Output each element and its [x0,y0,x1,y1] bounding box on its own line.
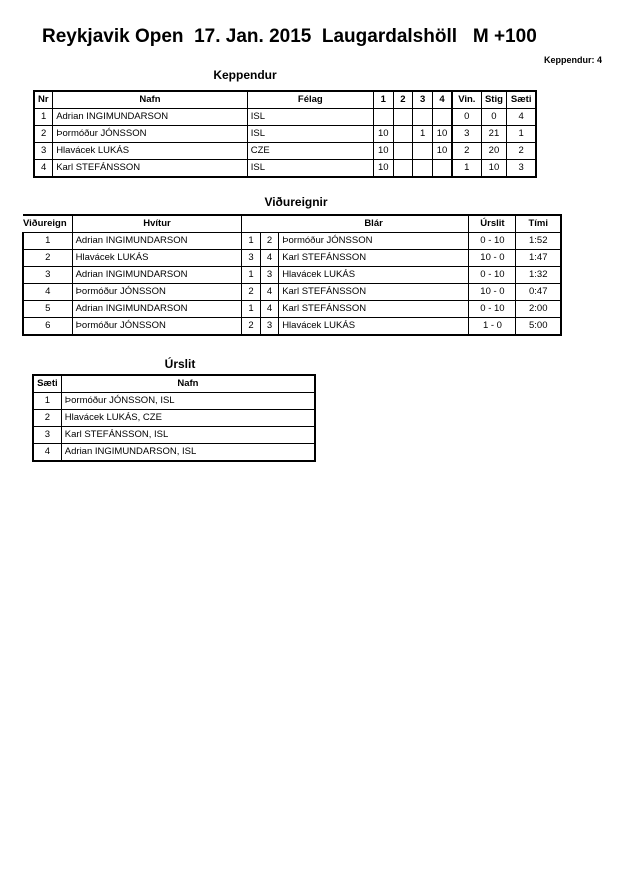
cell-nafn: Hlavácek LUKÁS [53,143,248,160]
matches-header-row [23,215,561,233]
cell-saeti: 4 [33,444,61,462]
table-row [33,393,315,410]
cell-saeti: 1 [507,126,536,143]
cell-nafn: Karl STEFÁNSSON [53,160,248,178]
section-heading-keppendur: Keppendur [213,68,277,82]
cell-white-nr: 3 [242,250,260,267]
cell-nafn: Karl STEFÁNSSON, ISL [61,427,315,444]
cell-saeti: 4 [507,109,536,126]
table-row [23,301,561,318]
table-row [33,427,315,444]
cell-match-number: 1 [23,233,72,250]
cell-nafn: Þormóður JÓNSSON [53,126,248,143]
cell-white: Adrian INGIMUNDARSON [72,233,242,250]
col-4: 4 [432,91,452,109]
cell-blue: Hlavácek LUKÁS [279,318,469,336]
col-hvitur: Hvítur [72,215,242,233]
cell-stig: 21 [481,126,507,143]
col-numbers [242,215,279,233]
col-saeti: Sæti [507,91,536,109]
cell-score [393,143,413,160]
cell-score: 10 [373,126,393,143]
cell-match-number: 6 [23,318,72,336]
cell-white: Þormóður JÓNSSON [72,318,242,336]
cell-blue-nr: 4 [260,284,278,301]
cell-nafn: Adrian INGIMUNDARSON [53,109,248,126]
cell-nafn: Hlavácek LUKÁS, CZE [61,410,315,427]
cell-saeti: 1 [33,393,61,410]
cell-saeti: 2 [507,143,536,160]
cell-score [393,126,413,143]
table-row [34,126,536,143]
cell-time: 1:47 [516,250,561,267]
cell-white: Adrian INGIMUNDARSON [72,301,242,318]
cell-white-nr: 1 [242,267,260,284]
table-row [33,410,315,427]
table-row [34,143,536,160]
cell-blue-nr: 3 [260,267,278,284]
cell-score [393,109,413,126]
cell-blue-nr: 4 [260,301,278,318]
cell-vin: 1 [452,160,481,178]
cell-saeti: 2 [33,410,61,427]
col-urslit: Úrslit [469,215,516,233]
col-1: 1 [373,91,393,109]
section-heading-urslit: Úrslit [164,357,196,371]
cell-score [373,109,393,126]
col-nr: Nr [34,91,53,109]
cell-blue-nr: 2 [260,233,278,250]
cell-white: Þormóður JÓNSSON [72,284,242,301]
cell-time: 2:00 [516,301,561,318]
cell-saeti: 3 [33,427,61,444]
cell-match-number: 2 [23,250,72,267]
table-row [33,444,315,462]
cell-nafn: Þormóður JÓNSSON, ISL [61,393,315,410]
cell-felag: ISL [247,109,373,126]
cell-blue: Karl STEFÁNSSON [279,284,469,301]
page-title: Reykjavik Open 17. Jan. 2015 Laugardalshöll M +100 [42,26,537,47]
cell-score [432,109,452,126]
cell-result: 10 - 0 [469,250,516,267]
cell-felag: ISL [247,126,373,143]
cell-nr: 1 [34,109,53,126]
cell-time: 1:32 [516,267,561,284]
col-saeti: Sæti [33,375,61,393]
cell-nr: 4 [34,160,53,178]
col-stig: Stig [481,91,507,109]
cell-white-nr: 2 [242,284,260,301]
col-nafn: Nafn [53,91,248,109]
cell-blue-nr: 3 [260,318,278,336]
table-row [23,267,561,284]
results-header-row [33,375,315,393]
cell-nr: 2 [34,126,53,143]
competitor-count: Keppendur: 4 [543,55,602,65]
cell-time: 0:47 [516,284,561,301]
cell-match-number: 3 [23,267,72,284]
cell-score: 10 [373,143,393,160]
cell-white: Hlavácek LUKÁS [72,250,242,267]
cell-stig: 20 [481,143,507,160]
cell-white-nr: 1 [242,301,260,318]
cell-vin: 3 [452,126,481,143]
cell-stig: 10 [481,160,507,178]
cell-score [413,160,433,178]
cell-vin: 2 [452,143,481,160]
table-row [34,160,536,178]
cell-felag: CZE [247,143,373,160]
col-vidureign: Viðureign [23,215,72,233]
cell-score: 1 [413,126,433,143]
cell-white-nr: 1 [242,233,260,250]
table-row [23,318,561,336]
cell-vin: 0 [452,109,481,126]
cell-saeti: 3 [507,160,536,178]
col-3: 3 [413,91,433,109]
cell-blue-nr: 4 [260,250,278,267]
cell-felag: ISL [247,160,373,178]
cell-blue: Hlavácek LUKÁS [279,267,469,284]
col-2: 2 [393,91,413,109]
matches-table [22,214,562,336]
col-vin: Vin. [452,91,481,109]
cell-blue: Karl STEFÁNSSON [279,301,469,318]
cell-score: 10 [432,143,452,160]
cell-result: 0 - 10 [469,233,516,250]
cell-result: 1 - 0 [469,318,516,336]
cell-score: 10 [432,126,452,143]
cell-white: Adrian INGIMUNDARSON [72,267,242,284]
table-row [23,284,561,301]
col-nafn: Nafn [61,375,315,393]
cell-score [393,160,413,178]
table-row [34,109,536,126]
col-felag: Félag [247,91,373,109]
cell-stig: 0 [481,109,507,126]
results-table [32,374,316,462]
section-heading-vidureignir: Viðureignir [264,195,328,209]
cell-match-number: 4 [23,284,72,301]
col-blar: Blár [279,215,469,233]
competitors-header-row [34,91,536,109]
cell-match-number: 5 [23,301,72,318]
cell-nafn: Adrian INGIMUNDARSON, ISL [61,444,315,462]
col-timi: Tími [516,215,561,233]
competitors-table [33,90,537,178]
cell-nr: 3 [34,143,53,160]
cell-score: 10 [373,160,393,178]
cell-time: 5:00 [516,318,561,336]
cell-result: 0 - 10 [469,267,516,284]
cell-blue: Karl STEFÁNSSON [279,250,469,267]
cell-score [432,160,452,178]
cell-score [413,143,433,160]
cell-white-nr: 2 [242,318,260,336]
cell-blue: Þormóður JÓNSSON [279,233,469,250]
table-row [23,233,561,250]
cell-score [413,109,433,126]
cell-time: 1:52 [516,233,561,250]
cell-result: 10 - 0 [469,284,516,301]
cell-result: 0 - 10 [469,301,516,318]
table-row [23,250,561,267]
